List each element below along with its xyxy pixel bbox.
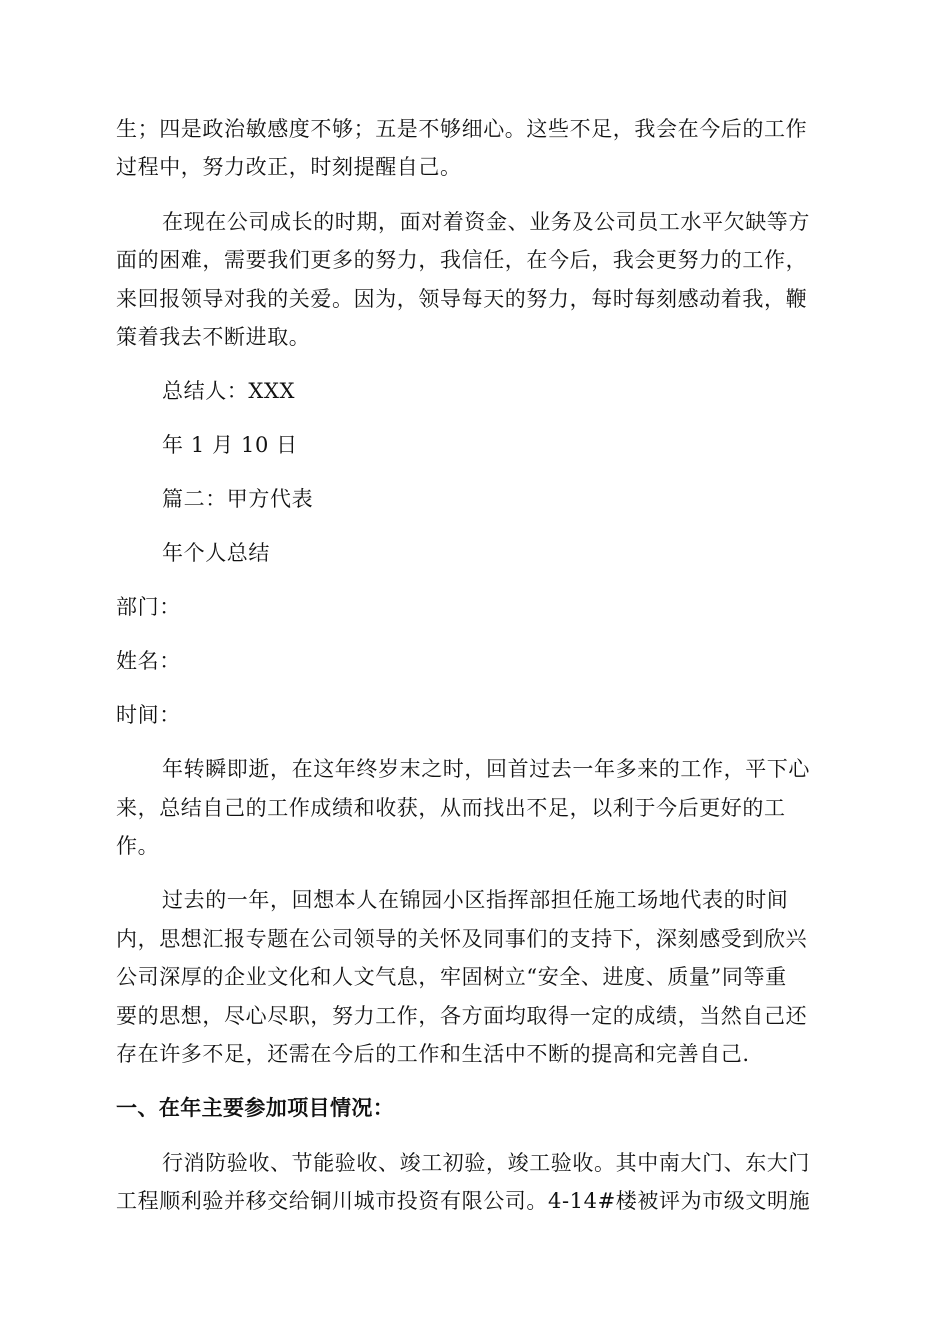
- text-line-17: 过去的一年，回想本人在锦园小区指挥部担任施工场地代表的时间: [162, 888, 789, 912]
- section-heading: 一、在年主要参加项目情况：: [116, 1096, 395, 1120]
- text-line-5: 来回报领导对我的关爱。因为，领导每天的努力，每时每刻感动着我，鞭: [116, 287, 808, 311]
- text-line-4: 面的困难，需要我们更多的努力，我信任，在今后，我会更努力的工作，: [116, 248, 808, 272]
- text-line-14: 年转瞬即逝，在这年终岁末之时，回首过去一年多来的工作，平下心: [162, 757, 810, 781]
- text-line-1: 生；四是政治敏感度不够；五是不够细心。这些不足，我会在今后的工作: [116, 117, 808, 141]
- text-line-18: 内，思想汇报专题在公司领导的关怀及同事们的支持下，深刻感受到欣兴: [116, 927, 808, 951]
- date-line: 年 1 月 10 日: [162, 433, 298, 457]
- text-line-20: 要的思想，尽心尽职，努力工作，各方面均取得一定的成绩，当然自己还: [116, 1004, 808, 1028]
- name-field: 姓名：: [116, 649, 181, 673]
- text-line-24: 工程顺利验并移交给铜川城市投资有限公司。4-14#楼被评为市级文明施: [116, 1189, 811, 1213]
- signature-line: 总结人：XXX: [162, 379, 296, 403]
- text-line-3: 在现在公司成长的时期，面对着资金、业务及公司员工水平欠缺等方: [162, 210, 810, 234]
- text-line-15: 来，总结自己的工作成绩和收获，从而找出不足，以利于今后更好的工: [116, 796, 786, 820]
- text-line-2: 过程中，努力改正，时刻提醒自己。: [116, 155, 462, 179]
- text-line-19: 公司深厚的企业文化和人文气息，牢固树立“安全、进度、质量”同等重: [116, 965, 787, 989]
- time-field: 时间：: [116, 703, 181, 727]
- text-line-16: 作。: [116, 834, 160, 858]
- text-line-21: 存在许多不足，还需在今后的工作和生活中不断的提高和完善自己.: [116, 1042, 750, 1066]
- summary-title: 年个人总结: [162, 541, 270, 565]
- section-title: 篇二：甲方代表: [162, 487, 314, 511]
- department-field: 部门：: [116, 595, 181, 619]
- text-line-23: 行消防验收、节能验收、竣工初验，竣工验收。其中南大门、东大门: [162, 1151, 810, 1175]
- text-line-6: 策着我去不断进取。: [116, 325, 311, 349]
